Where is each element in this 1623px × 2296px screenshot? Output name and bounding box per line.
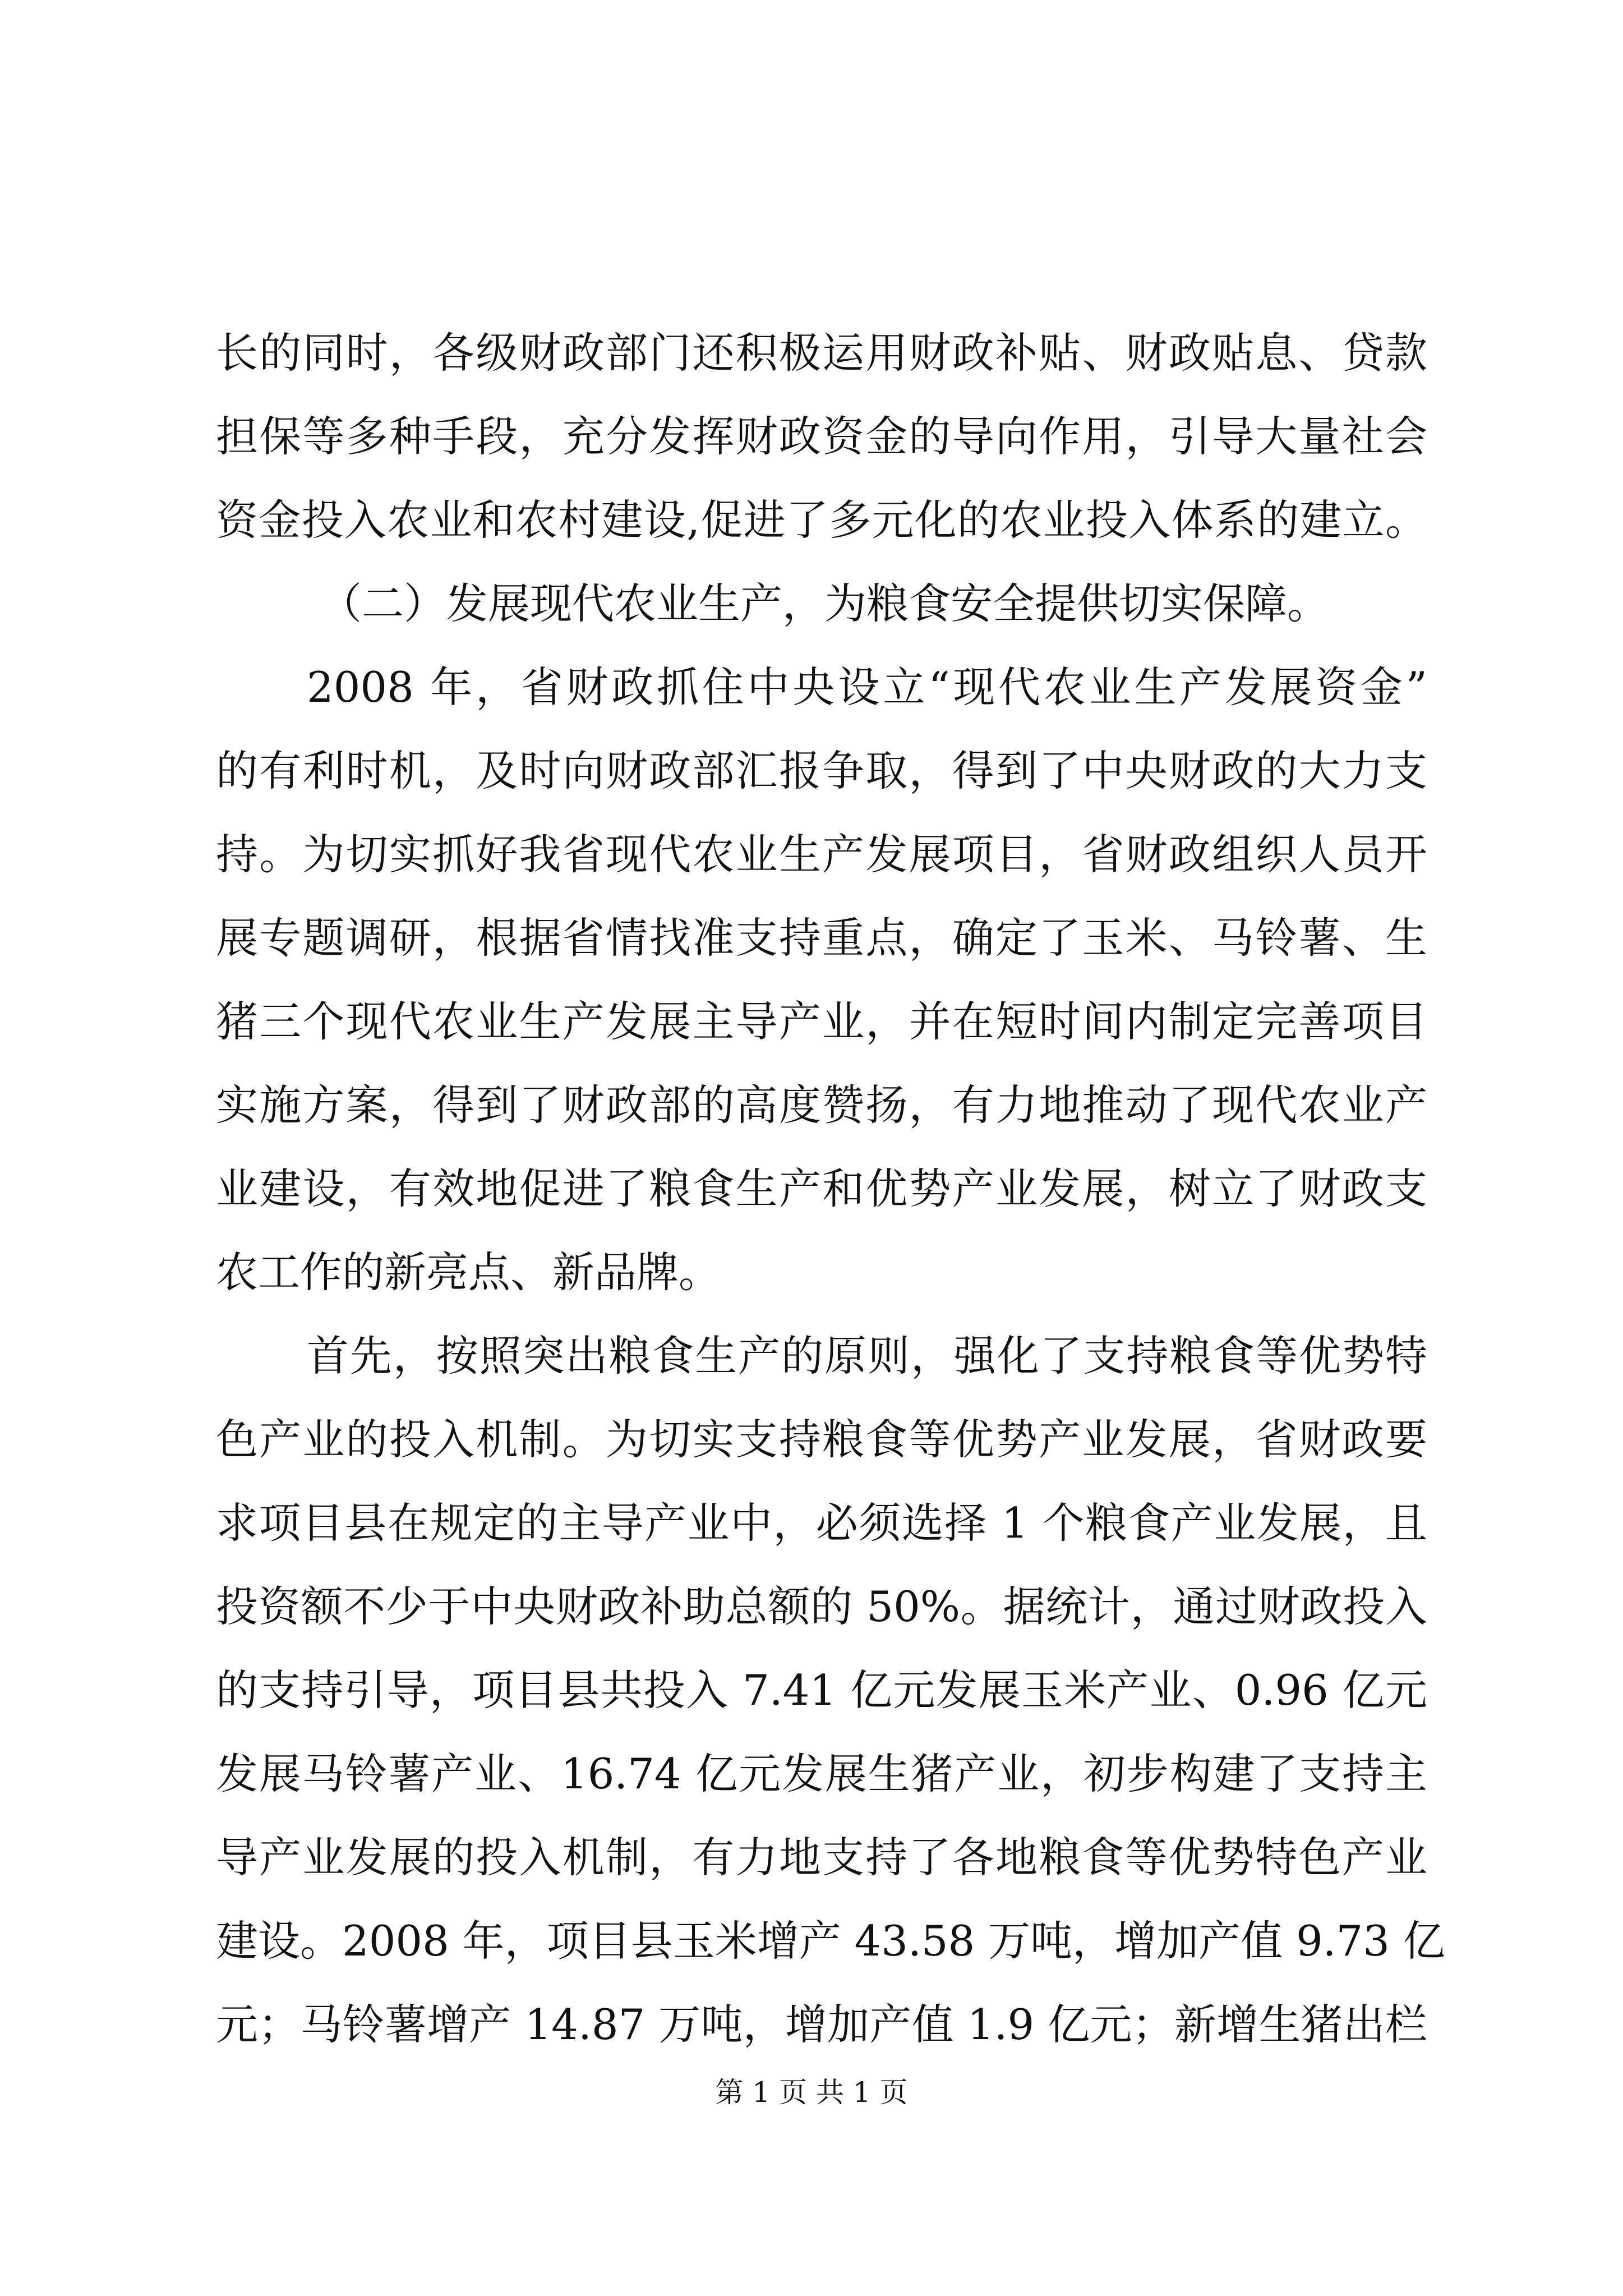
paragraph-2-line-4: 展专题调研，根据省情找准支持重点，确定了玉米、马铃薯、生 [216, 913, 1427, 963]
paragraph-2-line-6: 实施方案，得到了财政部的高度赞扬，有力地推动了现代农业产 [216, 1080, 1427, 1130]
paragraph-1-line-3: 资金投入农业和农村建设,促进了多元化的农业投入体系的建立。 [216, 495, 1427, 545]
paragraph-3-line-5: 的支持引导，项目县共投入 7.41 亿元发展玉米产业、0.96 亿元 [216, 1665, 1427, 1715]
paragraph-2-line-8: 农工作的新亮点、新品牌。 [216, 1248, 721, 1297]
paragraph-3-line-6: 发展马铃薯产业、16.74 亿元发展生猪产业，初步构建了支持主 [216, 1749, 1427, 1798]
paragraph-3-line-3: 求项目县在规定的主导产业中，必须选择 1 个粮食产业发展，且 [216, 1498, 1427, 1548]
document-body [216, 311, 1445, 2067]
page-footer [0, 2073, 1623, 2112]
section-heading-2: （二）发展现代农业生产，为粮食安全提供切实保障。 [320, 579, 1330, 628]
paragraph-2-line-3: 持。为切实抓好我省现代农业生产发展项目，省财政组织人员开 [216, 830, 1427, 879]
paragraph-3-line-1: 首先，按照突出粮食生产的原则，强化了支持粮食等优势特 [307, 1331, 1427, 1381]
paragraph-3-line-2: 色产业的投入机制。为切实支持粮食等优势产业发展，省财政要 [216, 1415, 1427, 1464]
paragraph-3-line-7: 导产业发展的投入机制，有力地支持了各地粮食等优势特色产业 [216, 1833, 1427, 1882]
paragraph-2-line-1: 2008 年，省财政抓住中央设立“现代农业生产发展资金” [307, 662, 1427, 712]
paragraph-3-line-4: 投资额不少于中央财政补助总额的 50%。据统计，通过财政投入 [216, 1582, 1427, 1631]
paragraph-2-line-2: 的有利时机，及时向财政部汇报争取，得到了中央财政的大力支 [216, 746, 1427, 795]
page-number-label: 第 1 页 共 1 页 [715, 2076, 908, 2109]
paragraph-1-line-1: 长的同时，各级财政部门还积极运用财政补贴、财政贴息、贷款 [216, 328, 1427, 378]
paragraph-3-line-9: 元；马铃薯增产 14.87 万吨，增加产值 1.9 亿元；新增生猪出栏 [216, 2000, 1427, 2049]
paragraph-1-line-2: 担保等多种手段，充分发挥财政资金的导向作用，引导大量社会 [216, 412, 1427, 461]
paragraph-2-line-5: 猪三个现代农业生产发展主导产业，并在短时间内制定完善项目 [216, 997, 1427, 1046]
paragraph-3-line-8: 建设。2008 年，项目县玉米增产 43.58 万吨，增加产值 9.73 亿 [216, 1916, 1445, 1966]
paragraph-2-line-7: 业建设，有效地促进了粮食生产和优势产业发展，树立了财政支 [216, 1164, 1427, 1213]
